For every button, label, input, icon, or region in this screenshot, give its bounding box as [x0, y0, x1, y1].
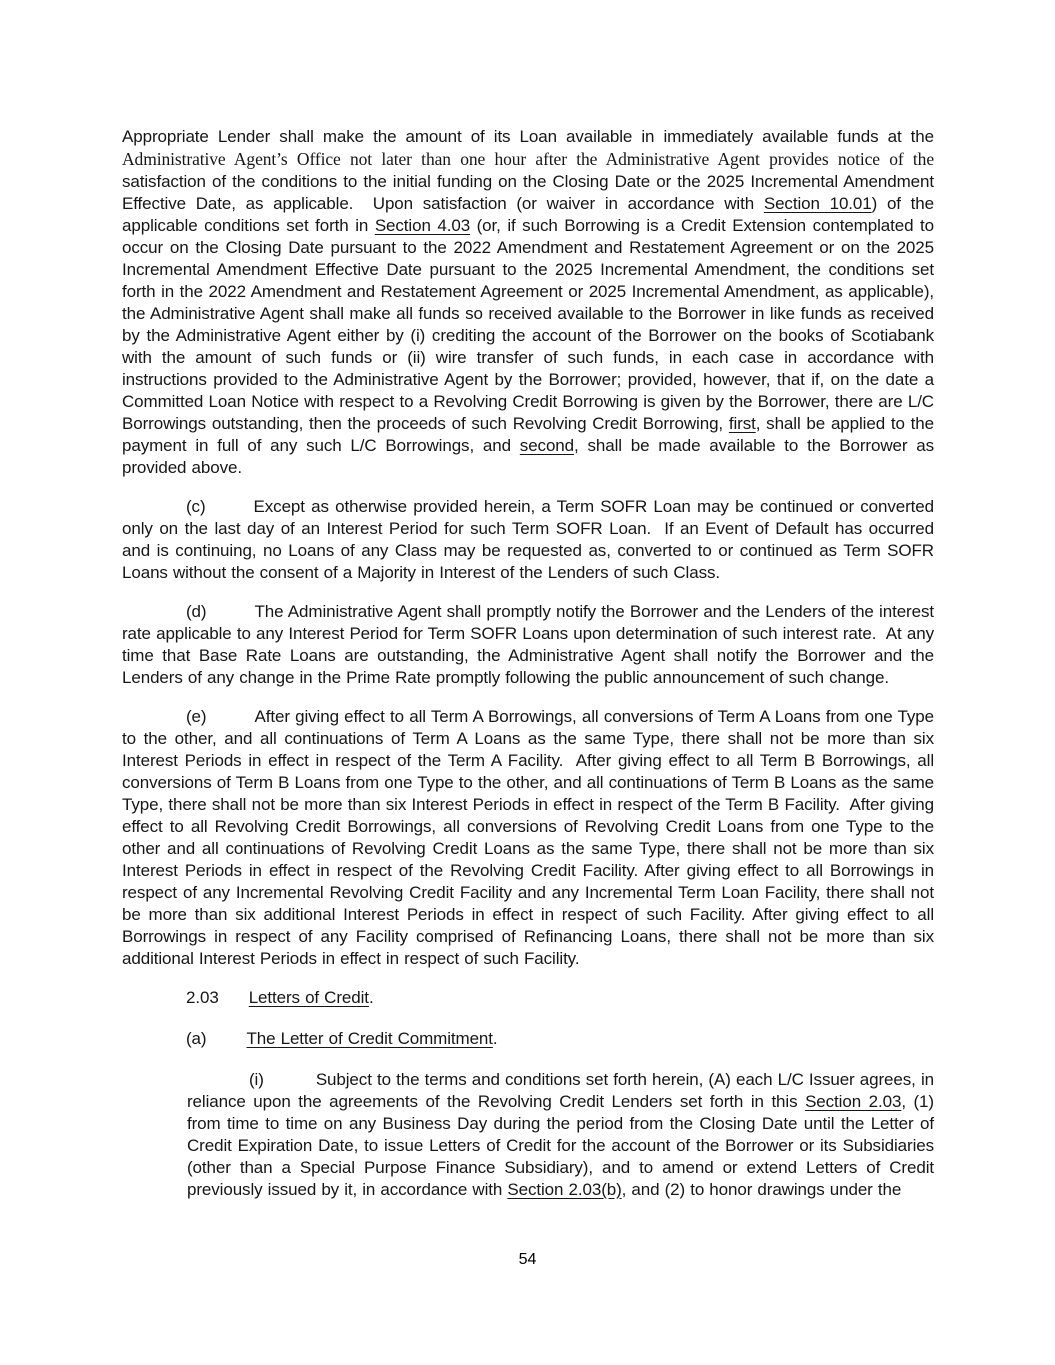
text-run: (i) [249, 1070, 264, 1089]
underlined-reference: Section 2.03 [805, 1092, 902, 1111]
text-run: , (1) from time to time on any Business Day during the period from the Closing Date until the Letter of Credit Expiration Date, to issue Letters of Credit for the account of the Borrower or its Subsidiaries (other than a Special Purpose Finance Subsidiary), and to amend or extend Letters of Credit previously issued by it, in accordance with [187, 1092, 934, 1199]
tab-space [206, 1043, 246, 1044]
text-run: , and (2) to honor drawings under the [621, 1180, 902, 1199]
tab-space [219, 1002, 249, 1003]
text-run: , shall be made available to the Borrower as provided above. [122, 436, 934, 477]
tab-space [206, 616, 254, 617]
text-run: Except as otherwise provided herein, a Term SOFR Loan may be continued or converted only on the last day of an Interest Period for such Term SOFR Loan. If an Event of Default has occurred and is continuing, no Loans of any Class may be requested as, converted to or continued as Term SOFR Loans without the consent of a Majority in Interest of the Lenders of such Class. [122, 497, 934, 582]
text-run: The Administrative Agent shall promptly notify the Borrower and the Lenders of the interest rate applicable to any Interest Period for Term SOFR Loans upon determination of such interest rate. At any time that Base Rate Loans are outstanding, the Administrative Agent shall notify the Borrower and the Lenders of any change in the Prime Rate promptly following the public announcement of such change. [122, 602, 934, 687]
text-run: , shall be applied to the payment in full of any such L/C Borrowings, and [122, 414, 934, 455]
underlined-reference: first [728, 414, 756, 433]
tab-space [206, 511, 254, 512]
underlined-reference: Section 2.03(b) [507, 1180, 622, 1199]
paragraph-d [122, 601, 934, 689]
text-run: satisfaction of the conditions to the initial funding on the Closing Date or the 2025 Incremental Amendment Effective Date, as applicable. Upon satisfaction (or waiver in accordance with [122, 172, 934, 213]
paragraph-c [122, 496, 934, 584]
section-heading-2-03 [186, 987, 934, 1009]
text-run: After giving effect to all Term A Borrowings, all conversions of Term A Loans from one Type to the other, and all continuations of Term A Loans as the same Type, there shall not be more than six Interest Periods in effect in respect of the Term A Facility. After giving effect to all Term B Borrowings, all conversions of Term B Loans from one Type to the other, and all continuations of Term B Loans as the same Type, there shall not be more than six Interest Periods in effect in respect of the Term B Facility. After giving effect to all Revolving Credit Borrowings, all conversions of Revolving Credit Loans from one Type to the other and all continuations of Revolving Credit Loans as the same Type, there shall not be more than six Interest Periods in effect in respect of the Revolving Credit Facility. After giving effect to all Borrowings in respect of any Incremental Revolving Credit Facility and any Incremental Term Loan Facility, there shall not be more than six additional Interest Periods in effect in respect of such Facility. After giving effect to all Borrowings in respect of any Facility comprised of Refinancing Loans, there shall not be more than six additional Interest Periods in effect in respect of such Facility. [122, 707, 934, 968]
text-run: Administrative Agent’s Office not later than one hour after the Administrative Agent provides notice of the [122, 149, 934, 169]
underlined-reference: Section 10.01 [763, 194, 872, 213]
text-run: (d) [186, 602, 207, 621]
paragraph-b-continuation [122, 126, 934, 479]
underlined-reference: Section 4.03 [374, 216, 471, 235]
text-run: (or, if such Borrowing is a Credit Extension contemplated to occur on the Closing Date pursuant to the 2022 Amendment and Restatement Agreement or on the 2025 Incremental Amendment Effective Date pursuant to the 2025 Incremental Amendment, the conditions set forth in the 2022 Amendment and Restatement Agreement or 2025 Incremental Amendment, as applicable), the Administrative Agent shall make all funds so received available to the Borrower in like funds as received by the Administrative Agent either by (i) crediting the account of the Borrower on the books of Scotiabank with the amount of such funds or (ii) wire transfer of such funds, in each case in accordance with instructions provided to the Administrative Agent by the Borrower; provided, however, that if, on the date a Committed Loan Notice with respect to a Revolving Credit Borrowing is given by the Borrower, there are L/C Borrowings outstanding, then the proceeds of such Revolving Credit Borrowing, [122, 216, 934, 433]
text-run: (e) [186, 707, 207, 726]
text-run: Appropriate Lender shall make the amount of its Loan available in immediately available funds at the [122, 127, 934, 146]
document-body [122, 126, 934, 1218]
tab-space [206, 721, 254, 722]
underlined-reference: Letters of Credit [248, 988, 369, 1007]
page-number: 54 [518, 1251, 537, 1268]
underlined-reference: second [519, 436, 575, 455]
text-run: (a) [186, 1029, 207, 1048]
page-footer [0, 1250, 1055, 1270]
underlined-reference: The Letter of Credit Commitment [246, 1029, 493, 1048]
text-run: . [368, 988, 374, 1007]
text-run: ) of the applicable conditions set forth in [122, 194, 935, 235]
text-run: (c) [186, 497, 206, 516]
text-run: 2.03 [186, 988, 219, 1007]
text-run: . [492, 1029, 498, 1048]
tab-space [264, 1084, 316, 1085]
subsection-heading-a [186, 1028, 934, 1050]
text-run: Subject to the terms and conditions set forth herein, (A) each L/C Issuer agrees, in reliance upon the agreements of the Revolving Credit Lenders set forth in this [187, 1070, 934, 1111]
paragraph-i [187, 1069, 934, 1201]
paragraph-e [122, 706, 934, 970]
